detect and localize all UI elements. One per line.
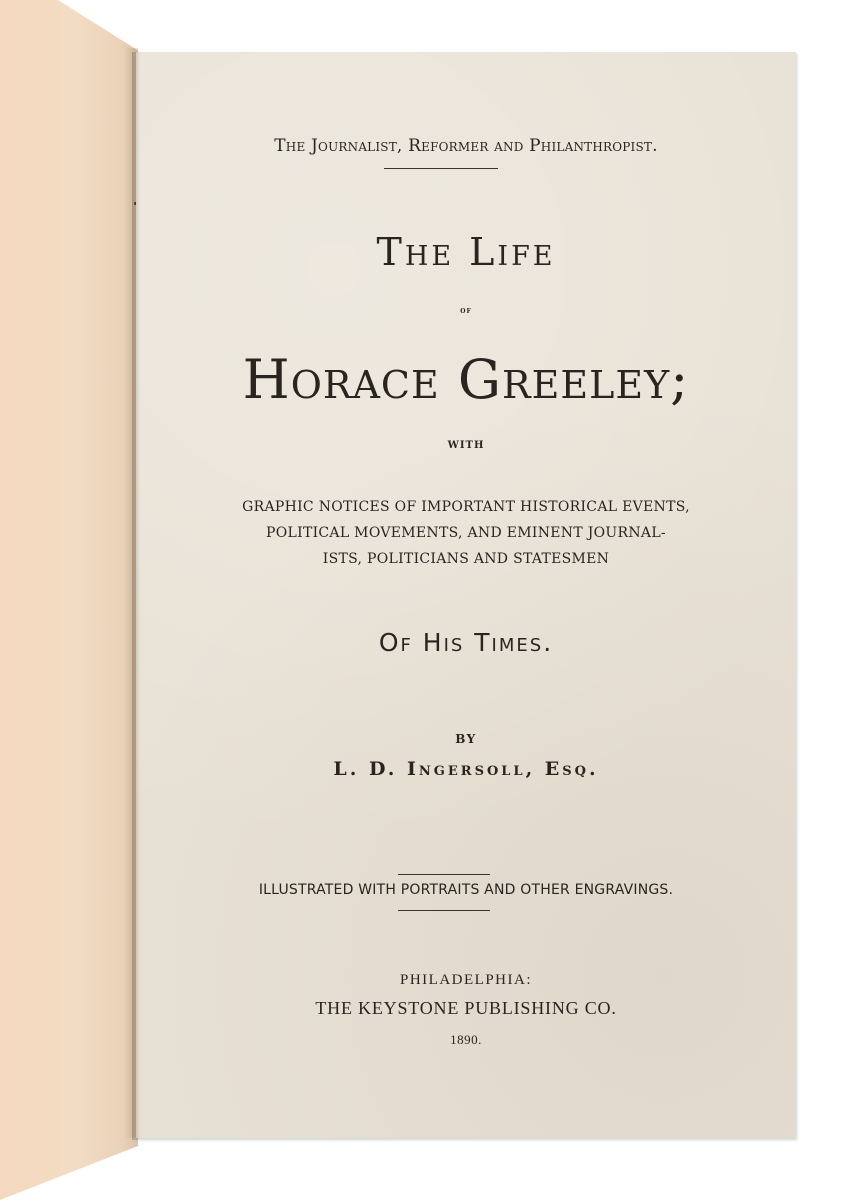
title-line-life: The Life [376, 230, 556, 274]
description-block [136, 494, 796, 572]
by-label: BY [455, 732, 477, 746]
imprint-publisher: THE KEYSTONE PUBLISHING CO. [315, 998, 617, 1018]
title-page [136, 52, 796, 1138]
illustrated-note: ILLUSTRATED WITH PORTRAITS AND OTHER ENGRAVINGS. [258, 882, 674, 898]
times-line: Of His Times. [378, 628, 554, 657]
illustrated-rule-bottom [398, 910, 490, 911]
illustrated-rule-top [398, 874, 490, 875]
subtitle-rule [384, 168, 498, 169]
gutter-shadow [132, 52, 140, 1140]
subtitle: The Journalist, Reformer and Philanthropist. [274, 136, 658, 156]
imprint-place: PHILADELPHIA: [400, 972, 532, 988]
description-line: GRAPHIC NOTICES OF IMPORTANT HISTORICAL EVENTS, [242, 499, 690, 515]
with-label: WITH [447, 440, 485, 451]
author-name: L. D. Ingersoll, Esq. [333, 758, 599, 780]
description-line: ISTS, POLITICIANS AND STATESMEN [322, 551, 610, 567]
imprint-year: 1890. [450, 1032, 482, 1047]
title-name: Horace Greeley; [242, 348, 690, 411]
left-endpaper [0, 0, 138, 1200]
description-line: POLITICAL MOVEMENTS, AND EMINENT JOURNAL- [266, 525, 666, 541]
title-of: of [460, 306, 472, 316]
